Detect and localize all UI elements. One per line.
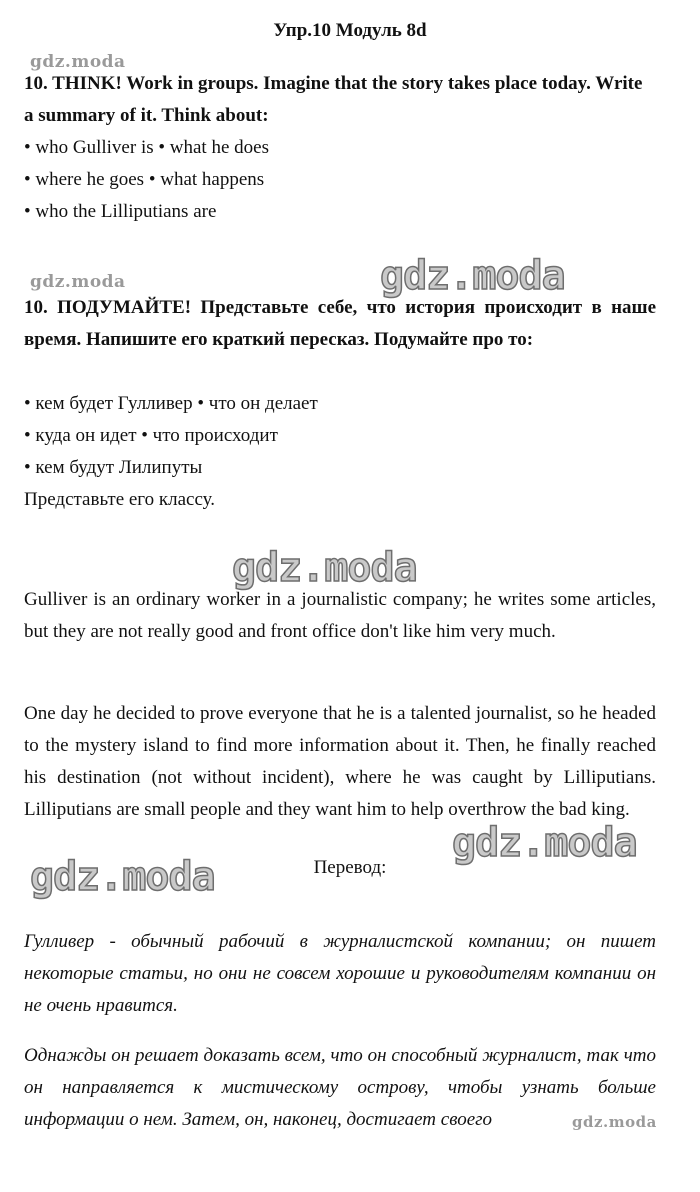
task-ru-bullet: • куда он идет • что происходит — [24, 425, 278, 446]
watermark: gdz.moda — [452, 820, 637, 866]
answer-paragraph-1: Gulliver is an ordinary worker in a journalistic company; he writes some articles, but they are not really good and front office don't like him very much. — [24, 589, 656, 642]
watermark: gdz.moda — [30, 52, 126, 72]
watermark: gdz.moda — [380, 253, 565, 299]
task-ru-closing: Представьте его классу. — [24, 489, 215, 510]
task-ru-bullet: • кем будет Гулливер • что он делает — [24, 393, 318, 414]
watermark: gdz.moda — [30, 854, 215, 900]
translation-paragraph-2: Однажды он решает доказать всем, что он способный журналист, так что он направляется к мистическому острову, чтобы узнать больше информации о нем. Затем, он, наконец, достигает своего — [24, 1045, 656, 1130]
watermark: gdz.moda — [30, 272, 126, 292]
watermark: gdz.moda — [232, 545, 417, 591]
watermark: gdz.moda — [572, 1113, 657, 1131]
answer-paragraph-2: One day he decided to prove everyone that he is a talented journalist, so he headed to the mystery island to find more information about it. Then, he finally reached his destination (not without incident), where he was caught by Lilliputians. Lilliputians are small people and they want him to help overthrow the bad king. — [24, 703, 656, 820]
page-title: Упр.10 Модуль 8d — [273, 20, 427, 41]
translation-paragraph-1: Гулливер - обычный рабочий в журналистской компании; он пишет некоторые статьи, но они не совсем хорошие и руководителям компании он не очень нравится. — [24, 931, 656, 1016]
task-ru-heading: 10. ПОДУМАЙТЕ! Представьте себе, что история происходит в наше время. Напишите его краткий пересказ. Подумайте про то: — [24, 297, 656, 350]
task-en-bullet: • who the Lilliputians are — [24, 201, 217, 222]
task-en-heading: 10. THINK! Work in groups. Imagine that the story takes place today. Write a summary of it. Think about: — [24, 73, 643, 126]
task-en-bullet: • who Gulliver is • what he does — [24, 137, 269, 158]
task-ru-bullet: • кем будут Лилипуты — [24, 457, 203, 478]
translation-label: Перевод: — [313, 857, 387, 878]
task-en-bullet: • where he goes • what happens — [24, 169, 265, 190]
